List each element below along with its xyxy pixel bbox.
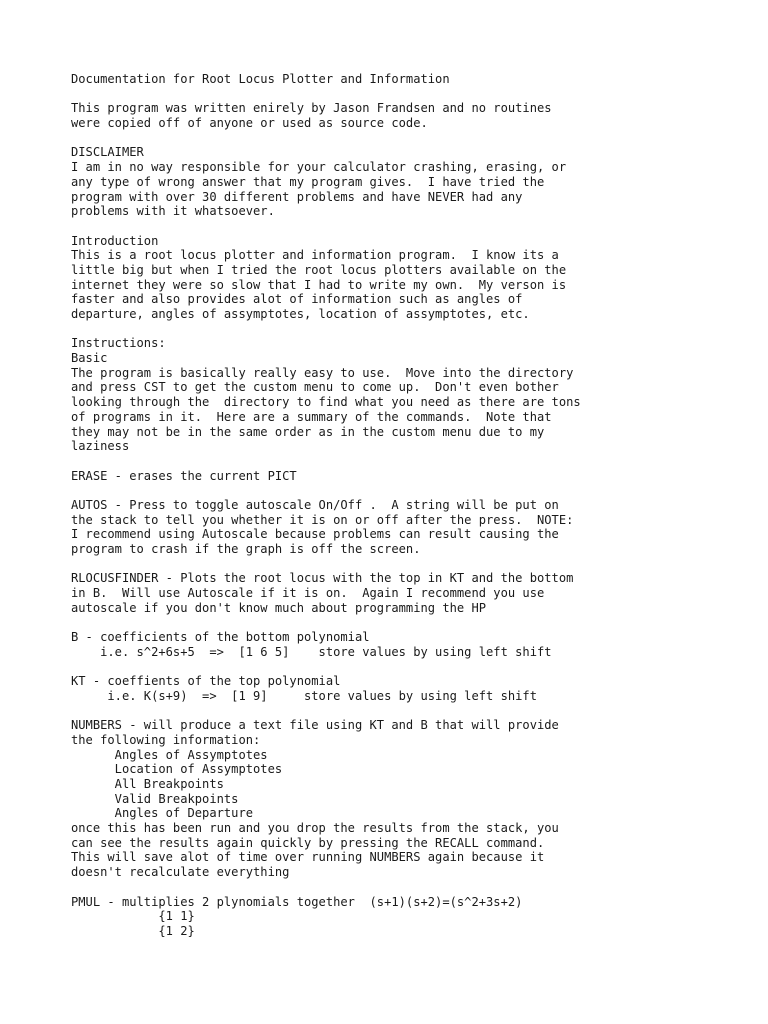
text-line: NUMBERS - will produce a text file using KT and B that will provide xyxy=(71,718,559,733)
text-line: AUTOS - Press to toggle autoscale On/Off . A string will be put on xyxy=(71,497,559,512)
text-line: any type of wrong answer that my program gives. I have tried the xyxy=(71,174,545,189)
text-line: Introduction xyxy=(71,233,159,248)
text-line: can see the results again quickly by pressing the RECALL command. xyxy=(71,835,545,850)
text-line: in B. Will use Autoscale if it is on. Again I recommend you use xyxy=(71,586,545,601)
text-line: looking through the directory to find what you need as there are tons xyxy=(71,395,581,410)
blank-line xyxy=(71,219,751,234)
text-line: departure, angles of assymptotes, location of assymptotes, etc. xyxy=(71,307,530,321)
text-line: I recommend using Autoscale because problems can result causing the xyxy=(71,527,559,542)
blank-line xyxy=(71,322,751,337)
text-line: This is a root locus plotter and information program. I know its a xyxy=(71,248,559,263)
text-line: Basic xyxy=(71,351,108,366)
text-line: Location of Assymptotes xyxy=(71,762,283,777)
text-line: doesn't recalculate everything xyxy=(71,865,290,880)
text-line: {1 2} xyxy=(71,923,195,938)
blank-line xyxy=(71,131,751,146)
blank-line xyxy=(71,557,751,572)
blank-line xyxy=(71,880,751,895)
text-line: This program was written enirely by Jason Frandsen and no routines xyxy=(71,101,552,116)
text-line: {1 1} xyxy=(71,909,195,924)
text-line: faster and also provides alot of information such as angles of xyxy=(71,292,523,307)
text-line: once this has been run and you drop the results from the stack, you xyxy=(71,821,559,836)
text-line: Angles of Assymptotes xyxy=(71,747,268,762)
text-line: i.e. s^2+6s+5 => [1 6 5] store values by using left shift xyxy=(71,644,552,659)
text-line: autoscale if you don't know much about programming the HP xyxy=(71,600,487,615)
text-line: This will save alot of time over running NUMBERS again because it xyxy=(71,850,545,865)
text-line: laziness xyxy=(71,439,130,454)
text-line: I am in no way responsible for your calculator crashing, erasing, or xyxy=(71,160,567,175)
text-line: the following information: xyxy=(71,732,261,747)
text-line: problems with it whatsoever. xyxy=(71,204,275,219)
text-line: they may not be in the same order as in the custom menu due to my xyxy=(71,424,545,439)
document-page xyxy=(71,72,751,939)
text-line: internet they were so slow that I had to write my own. My verson is xyxy=(71,277,567,292)
blank-line xyxy=(71,87,751,102)
blank-line xyxy=(71,660,751,675)
text-line: and press CST to get the custom menu to come up. Don't even bother xyxy=(71,380,559,395)
text-line: the stack to tell you whether it is on or off after the press. NOTE: xyxy=(71,512,574,527)
text-line: PMUL - multiplies 2 plynomials together (s+1)(s+2)=(s^2+3s+2) xyxy=(71,894,523,909)
text-line: RLOCUSFINDER - Plots the root locus with the top in KT and the bottom xyxy=(71,571,574,586)
text-line: i.e. K(s+9) => [1 9] store values by using left shift xyxy=(71,688,537,703)
text-line: Instructions: xyxy=(71,336,166,351)
text-line: of programs in it. Here are a summary of the commands. Note that xyxy=(71,409,552,424)
blank-line xyxy=(71,615,751,630)
text-line: The program is basically really easy to use. Move into the directory xyxy=(71,365,574,380)
text-line: KT - coeffients of the top polynomial xyxy=(71,674,341,689)
text-line: Angles of Departure xyxy=(71,806,254,821)
text-line: little big but when I tried the root locus plotters available on the xyxy=(71,262,567,277)
text-line: B - coefficients of the bottom polynomial xyxy=(71,630,370,645)
text-line: ERASE - erases the current PICT xyxy=(71,468,297,483)
text-line: program with over 30 different problems and have NEVER had any xyxy=(71,189,523,204)
text-line: program to crash if the graph is off the screen. xyxy=(71,542,421,556)
text-line: DISCLAIMER xyxy=(71,145,144,160)
text-line: Documentation for Root Locus Plotter and Information xyxy=(71,72,450,86)
blank-line xyxy=(71,483,751,498)
blank-line xyxy=(71,454,751,469)
blank-line xyxy=(71,704,751,719)
text-line: Valid Breakpoints xyxy=(71,791,239,806)
text-line: All Breakpoints xyxy=(71,777,224,791)
text-line: were copied off of anyone or used as source code. xyxy=(71,116,428,131)
